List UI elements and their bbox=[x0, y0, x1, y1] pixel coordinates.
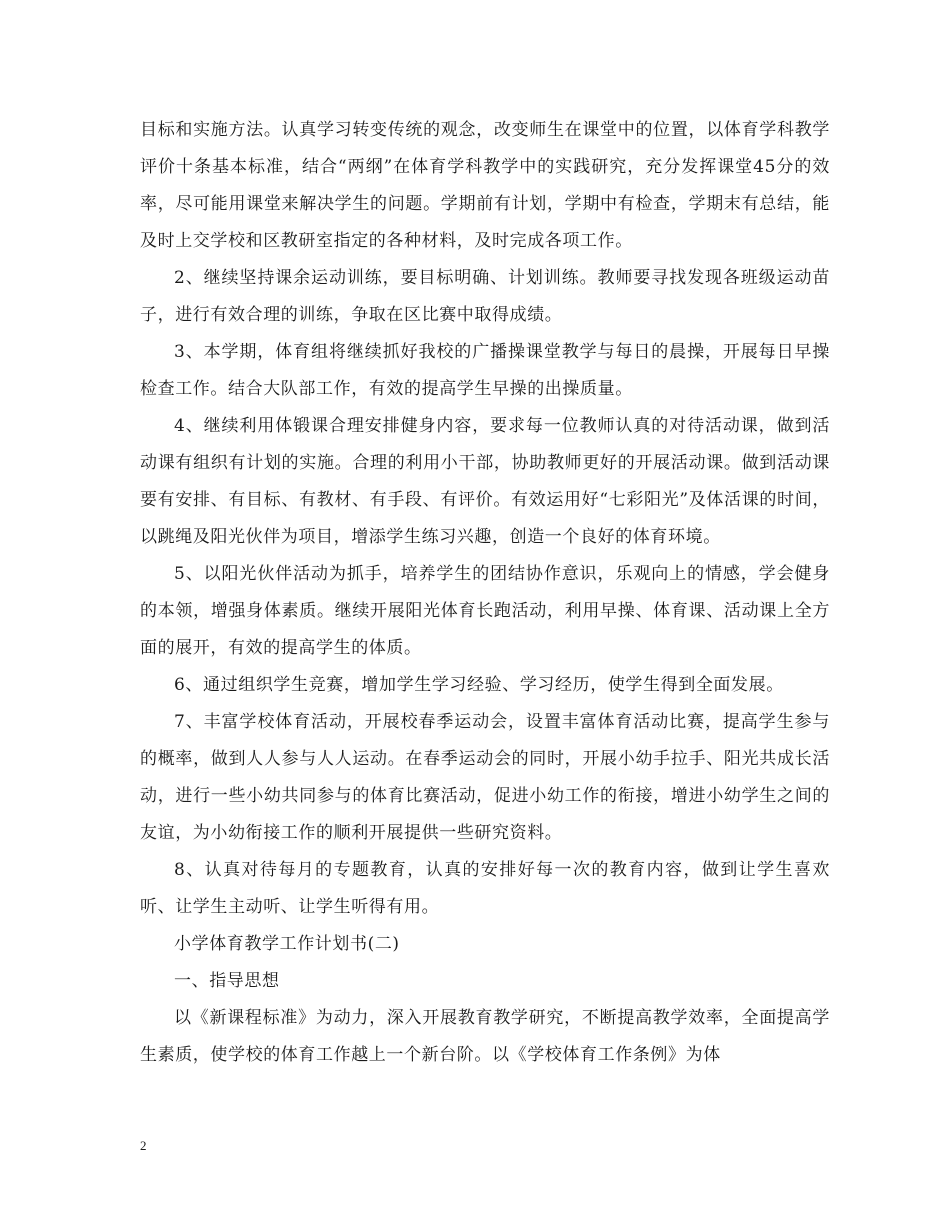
paragraph-item-7: 7、丰富学校体育活动，开展校春季运动会，设置丰富体育活动比赛，提高学生参与的概率，做到人人参与人人运动。在春季运动会的同时，开展小幼手拉手、阳光共成长活动，进行一些小幼共同参与的体育比赛活动，促进小幼工作的衔接，增进小幼学生之间的友谊，为小幼衔接工作的顺利开展提供一些研究资料。 bbox=[140, 712, 830, 843]
paragraph-item-4: 4、继续利用体锻课合理安排健身内容，要求每一位教师认真的对待活动课，做到活动课有组织有计划的实施。合理的利用小干部，协助教师更好的开展活动课。做到活动课要有安排、有目标、有教材、有手段、有评价。有效运用好“七彩阳光”及体活课的时间，以跳绳及阳光伙伴为项目，增添学生练习兴趣，创造一个良好的体育环境。 bbox=[140, 416, 830, 547]
page-number: 2 bbox=[140, 1138, 147, 1153]
section-heading-guiding-ideology: 一、指导思想 bbox=[174, 971, 280, 991]
document-body bbox=[140, 112, 830, 1074]
paragraph-item-8: 8、认真对待每月的专题教育，认真的安排好每一次的教育内容，做到让学生喜欢听、让学生主动听、让学生听得有用。 bbox=[140, 860, 830, 917]
paragraph-item-2: 2、继续坚持课余运动训练，要目标明确、计划训练。教师要寻找发现各班级运动苗子，进行有效合理的训练，争取在区比赛中取得成绩。 bbox=[140, 268, 830, 325]
paragraph-item-3: 3、本学期，体育组将继续抓好我校的广播操课堂教学与每日的晨操，开展每日早操检查工作。结合大队部工作，有效的提高学生早操的出操质量。 bbox=[140, 342, 830, 399]
paragraph-item-5: 5、以阳光伙伴活动为抓手，培养学生的团结协作意识，乐观向上的情感，学会健身的本领，增强身体素质。继续开展阳光体育长跑活动，利用早操、体育课、活动课上全方面的展开，有效的提高学生的体质。 bbox=[140, 564, 830, 658]
paragraph-item-6: 6、通过组织学生竞赛，增加学生学习经验、学习经历，使学生得到全面发展。 bbox=[174, 675, 784, 695]
paragraph-continuation: 目标和实施方法。认真学习转变传统的观念，改变师生在课堂中的位置，以体育学科教学评价十条基本标准，结合“两纲”在体育学科教学中的实践研究，充分发挥课堂45分的效率，尽可能用课堂来解决学生的问题。学期前有计划，学期中有检查，学期末有总结，能及时上交学校和区教研室指定的各种材料，及时完成各项工作。 bbox=[140, 120, 830, 251]
paragraph-guiding-ideology: 以《新课程标准》为动力，深入开展教育教学研究，不断提高教学效率，全面提高学生素质，使学校的体育工作越上一个新台阶。以《学校体育工作条例》为体 bbox=[140, 1008, 830, 1065]
section-title: 小学体育教学工作计划书(二) bbox=[174, 934, 400, 954]
